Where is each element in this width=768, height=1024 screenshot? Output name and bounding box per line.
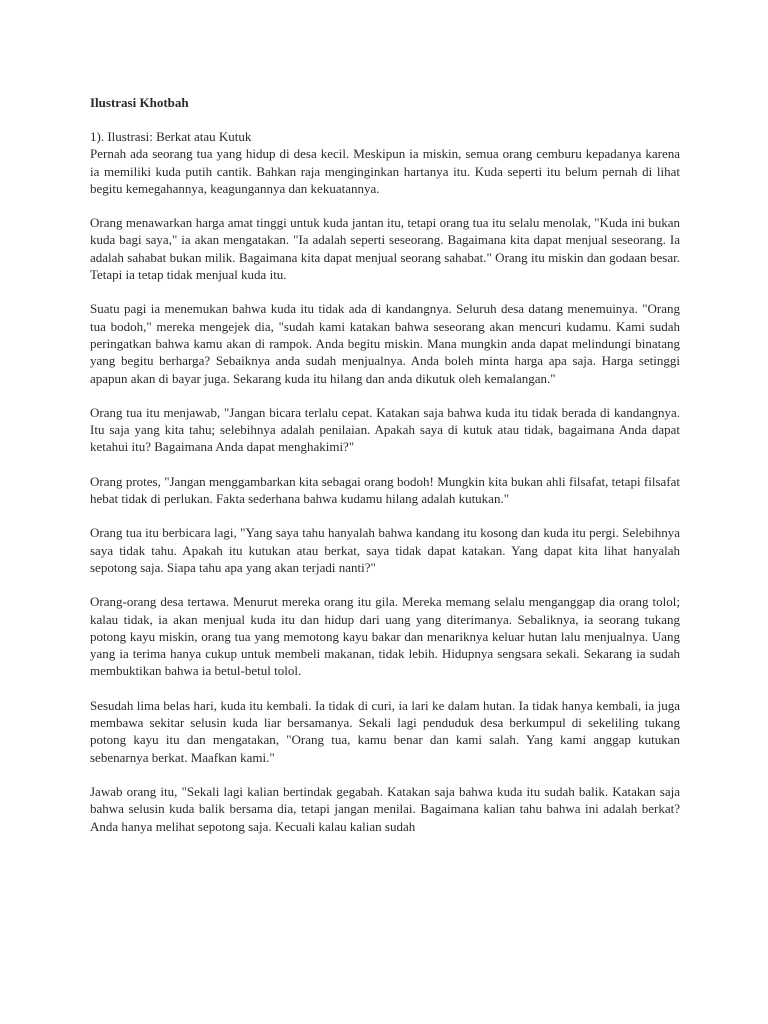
- paragraph-9: Jawab orang itu, "Sekali lagi kalian bertindak gegabah. Katakan saja bahwa kuda itu sudah balik. Katakan saja bahwa selusin kuda balik bersama dia, tetapi jangan menilai. Bagaimana kalian tahu bahwa ini adalah berkat? Anda hanya melihat sepotong saja. Kecuali kalau kalian sudah: [90, 783, 680, 834]
- paragraph-3: Suatu pagi ia menemukan bahwa kuda itu tidak ada di kandangnya. Seluruh desa datang menemuinya. "Orang tua bodoh," mereka mengejek dia, "sudah kami katakan bahwa seseorang akan mencuri kudamu. Kami sudah peringatkan bahwa kamu akan di rampok. Anda begitu miskin. Mana mungkin anda dapat melindungi binatang yang begitu berharga? Sebaiknya anda sudah menjualnya. Anda boleh minta harga apa saja. Harga setinggi apapun akan di bayar juga. Sekarang kuda itu hilang dan anda dikutuk oleh kemalangan.": [90, 301, 680, 386]
- paragraph-1: Pernah ada seorang tua yang hidup di desa kecil. Meskipun ia miskin, semua orang cemburu kepadanya karena ia memiliki kuda putih cantik. Bahkan raja menginginkan hartanya itu. Kuda seperti itu belum pernah di lihat begitu kemegahannya, keagungannya dan kekuatannya.: [90, 146, 680, 196]
- document-title: Ilustrasi Khotbah: [90, 95, 189, 110]
- paragraph-5: Orang protes, "Jangan menggambarkan kita sebagai orang bodoh! Mungkin kita bukan ahli filsafat, tetapi filsafat hebat tidak di perlukan. Fakta sederhana bahwa kudamu hilang adalah kutukan.": [90, 473, 680, 507]
- paragraph-6: Orang tua itu berbicara lagi, "Yang saya tahu hanyalah bahwa kandang itu kosong dan kuda itu pergi. Selebihnya saya tidak tahu. Apakah itu kutukan atau berkat, saya tidak dapat katakan. Yang dapat kita lihat hanyalah sepotong saja. Siapa tahu apa yang akan terjadi nanti?": [90, 525, 680, 575]
- document-page: [90, 94, 680, 852]
- section-heading: 1). Ilustrasi: Berkat atau Kutuk: [90, 129, 252, 144]
- paragraph-8: Sesudah lima belas hari, kuda itu kembali. Ia tidak di curi, ia lari ke dalam hutan. Ia tidak hanya kembali, ia juga membawa sekitar selusin kuda liar bersamanya. Sekali lagi penduduk desa berkumpul di sekeliling tukang potong kayu itu dan mengatakan, "Orang tua, kamu benar dan kami salah. Yang kami anggap kutukan sebenarnya berkat. Maafkan kami.": [90, 697, 680, 765]
- paragraph-7: Orang-orang desa tertawa. Menurut mereka orang itu gila. Mereka memang selalu menganggap dia orang tolol; kalau tidak, ia akan menjual kuda itu dan hidup dari uang yang diterimanya. Sebaliknya, ia seorang tukang potong kayu miskin, orang tua yang memotong kayu bakar dan menariknya keluar hutan lalu menjualnya. Uang yang ia terima hanya cukup untuk membeli makanan, tidak lebih. Hidupnya sengsara sekali. Sekarang ia sudah membuktikan bahwa ia betul-betul tolol.: [90, 594, 680, 679]
- paragraph-4: Orang tua itu menjawab, "Jangan bicara terlalu cepat. Katakan saja bahwa kuda itu tidak berada di kandangnya. Itu saja yang kita tahu; selebihnya adalah penilaian. Apakah saya di kutuk atau tidak, bagaimana Anda dapat ketahui itu? Bagaimana Anda dapat menghakimi?": [90, 404, 680, 455]
- paragraph-2: Orang menawarkan harga amat tinggi untuk kuda jantan itu, tetapi orang tua itu selalu menolak, "Kuda ini bukan kuda bagi saya," ia akan mengatakan. "Ia adalah seperti seseorang. Bagaimana kita dapat menjual seseorang. Ia adalah sahabat bukan milik. Bagaimana kita dapat menjual seorang sahabat." Orang itu miskin dan godaan besar. Tetapi ia tetap tidak menjual kuda itu.: [90, 215, 680, 283]
